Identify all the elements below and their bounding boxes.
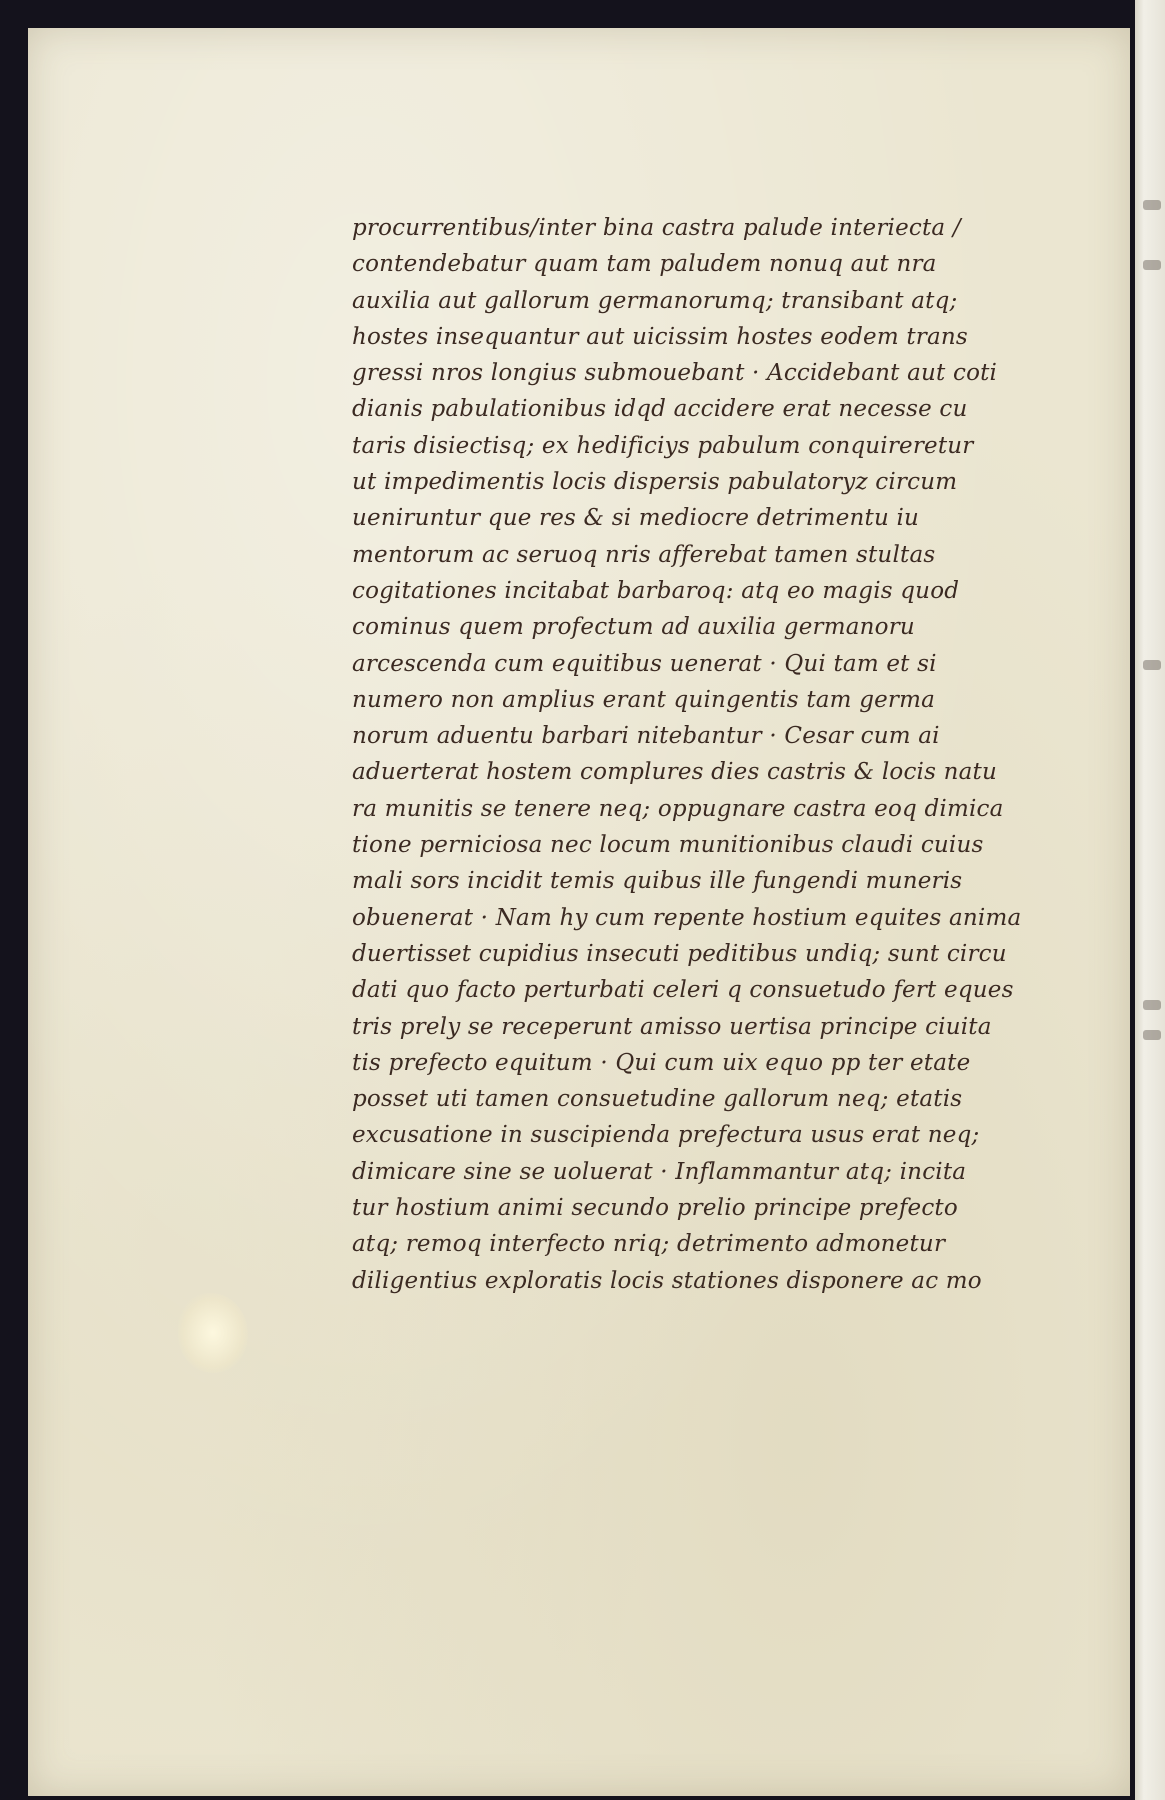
text-line: norum aduentu barbari nitebantur · Cesar cum ai — [352, 723, 940, 750]
text-line: mentorum ac seruoq nris afferebat tamen stultas — [352, 541, 936, 568]
text-line: dianis pabulationibus idqd accidere erat necesse cu — [352, 396, 968, 423]
text-line: numero non amplius erant quingentis tam germa — [352, 686, 936, 713]
text-line: cogitationes incitabat barbaroq: atq eo magis quod — [352, 577, 960, 604]
text-line: hostes insequantur aut uicissim hostes eodem trans — [352, 323, 968, 350]
text-line: mali sors incidit temis quibus ille fungendi muneris — [352, 868, 963, 895]
text-line: ut impedimentis locis dispersis pabulatoryz circum — [352, 469, 958, 496]
adjacent-text-fragment — [1143, 1000, 1161, 1010]
text-line: aduerterat hostem complures dies castris & locis natu — [352, 759, 997, 786]
text-line: taris disiectisq; ex hedificiys pabulum conquireretur — [352, 432, 974, 459]
text-line: diligentius exploratis locis stationes disponere ac mo — [352, 1267, 982, 1294]
adjacent-text-fragment — [1143, 1030, 1161, 1040]
parchment-stain — [178, 1293, 248, 1373]
text-line: tione perniciosa nec locum munitionibus claudi cuius — [352, 832, 984, 859]
text-line: dati quo facto perturbati celeri q consuetudo fert eques — [352, 977, 1014, 1004]
text-line: arcescenda cum equitibus uenerat · Qui tam et si — [352, 650, 937, 677]
text-line: posset uti tamen consuetudine gallorum neq; etatis — [352, 1086, 963, 1113]
text-line: auxilia aut gallorum germanorumq; transibant atq; — [352, 287, 958, 314]
text-line: contendebatur quam tam paludem nonuq aut nra — [352, 251, 937, 278]
text-line: ra munitis se tenere neq; oppugnare castra eoq dimica — [352, 795, 1004, 822]
adjacent-text-fragment — [1143, 200, 1161, 210]
text-line: atq; remoq interfecto nriq; detrimento admonetur — [352, 1231, 946, 1258]
text-line: procurrentibus/inter bina castra palude interiecta / — [352, 215, 961, 241]
text-line: ueniruntur que res & si mediocre detrimentu iu — [352, 505, 920, 532]
text-line: gressi nros longius submouebant · Accidebant aut coti — [352, 360, 998, 387]
text-line: tris prely se receperunt amisso uertisa principe ciuita — [352, 1013, 992, 1040]
adjacent-text-fragment — [1143, 660, 1161, 670]
text-line: tis prefecto equitum · Qui cum uix equo pp ter etate — [352, 1049, 971, 1076]
text-line: cominus quem profectum ad auxilia germanoru — [352, 614, 915, 641]
text-line: dimicare sine se uoluerat · Inflammantur atq; incita — [352, 1158, 967, 1185]
adjacent-text-fragment — [1143, 260, 1161, 270]
text-line: tur hostium animi secundo prelio principe prefecto — [352, 1195, 958, 1222]
manuscript-text-block — [352, 210, 1082, 1299]
text-line: excusatione in suscipienda prefectura usus erat neq; — [352, 1122, 980, 1149]
text-line: duertisset cupidius insecuti peditibus undiq; sunt circu — [352, 940, 1007, 967]
text-line: obuenerat · Nam hy cum repente hostium equites anima — [352, 904, 1022, 931]
adjacent-leaf-edge — [1135, 0, 1165, 1800]
